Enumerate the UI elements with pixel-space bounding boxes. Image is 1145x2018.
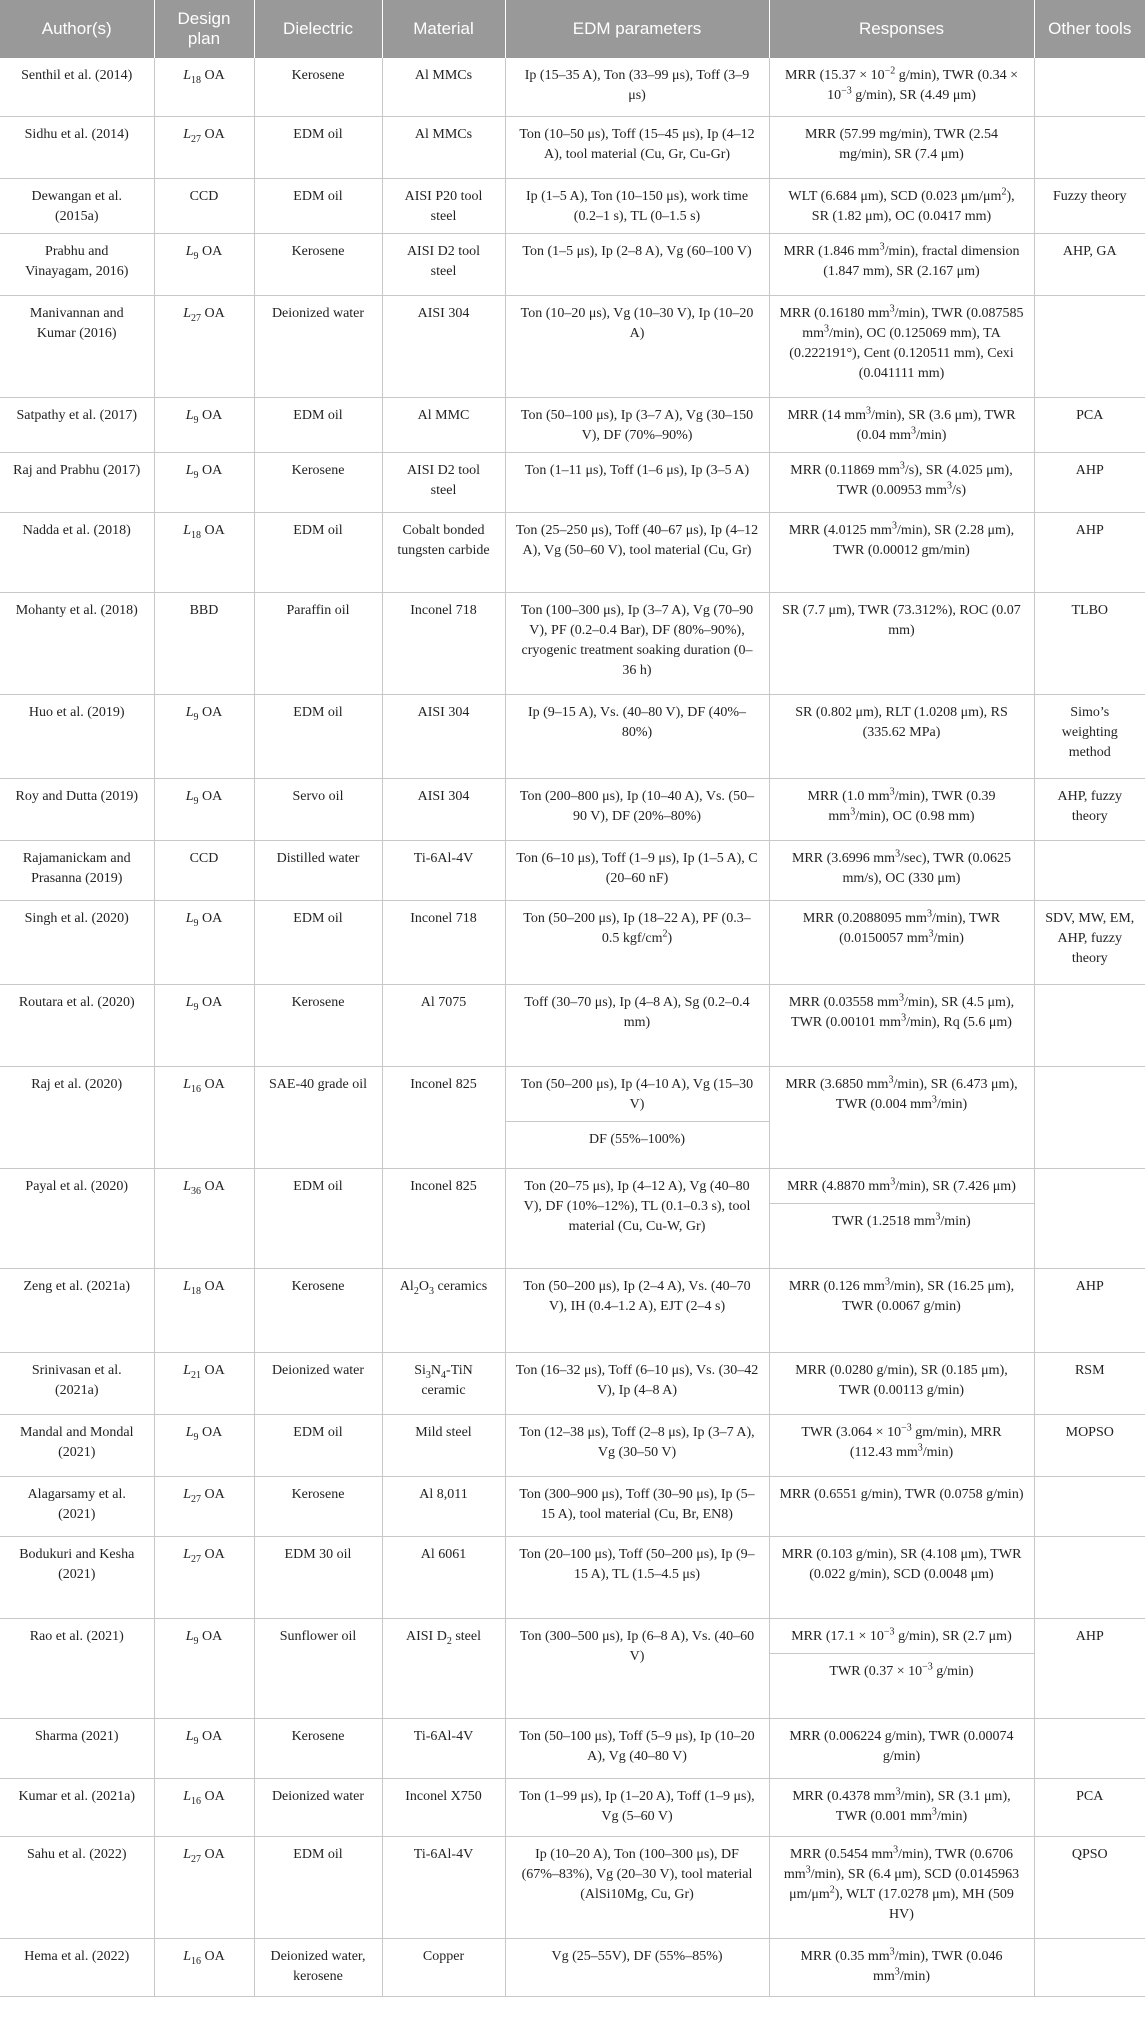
dielectric-cell: EDM oil — [254, 512, 382, 592]
material-cell: Inconel 825 — [382, 1168, 505, 1268]
dielectric-cell: EDM oil — [254, 900, 382, 984]
responses-cell: MRR (0.16180 $mm^3/\min$), TWR (0.087585 $mm^3/\min$), OC (0.125069 mm), TA (0.222191°), Cent (0.120511 mm), Cexi (0.041111 mm) — [769, 295, 1034, 397]
design-plan-cell: $L_9$ OA — [154, 984, 254, 1066]
design-plan-cell: $L_9$ OA — [154, 1414, 254, 1476]
responses-cell: MRR (0.103 g/min), SR (4.108 μm), TWR (0.022 g/min), SCD (0.0048 μm) — [769, 1536, 1034, 1618]
design-plan-cell: $L_{16}$ OA — [154, 1778, 254, 1836]
dielectric-cell: Distilled water — [254, 840, 382, 900]
author-cell: Bodukuri and Kesha (2021) — [0, 1536, 154, 1618]
material-cell: Inconel 718 — [382, 900, 505, 984]
table-row — [0, 1618, 1145, 1718]
table-row — [0, 178, 1145, 233]
other-tools-cell — [1034, 1938, 1145, 1996]
material-cell: Ti-6Al-4V — [382, 1836, 505, 1938]
edm-parameters-cell: Ton (200–800 μs), Ip (10–40 A), Vs. (50–90 V), DF (20%–80%) — [505, 778, 769, 840]
dielectric-cell: Kerosene — [254, 1718, 382, 1778]
responses-cell: MRR (0.11869 $mm^3/s$), SR (4.025 μm), TWR (0.00953 $mm^3/s$) — [769, 452, 1034, 512]
edm-parameters-cell: Ton (20–75 μs), Ip (4–12 A), Vg (40–80 V), DF (10%–12%), TL (0.1–0.3 s), tool material (Cu, Cu-W, Gr) — [505, 1168, 769, 1268]
other-tools-cell — [1034, 1718, 1145, 1778]
dielectric-cell: Kerosene — [254, 1268, 382, 1352]
edm-parameters-cell: Ton (50–100 μs), Toff (5–9 μs), Ip (10–20 A), Vg (40–80 V) — [505, 1718, 769, 1778]
author-cell: Mandal and Mondal (2021) — [0, 1414, 154, 1476]
header-author: Author(s) — [0, 0, 154, 58]
responses-cell: MRR (0.126 $mm^3/\min$), SR (16.25 μm), TWR (0.0067 g/min) — [769, 1268, 1034, 1352]
design-plan-cell: $L_9$ OA — [154, 233, 254, 295]
edm-parameters-cell-part: DF (55%–100%) — [506, 1121, 769, 1156]
edm-parameters-cell: Ton (10–20 μs), Vg (10–30 V), Ip (10–20 A) — [505, 295, 769, 397]
responses-cell: MRR (0.006224 g/min), TWR (0.00074 g/min) — [769, 1718, 1034, 1778]
design-plan-cell: $L_{27}$ OA — [154, 1536, 254, 1618]
other-tools-cell: RSM — [1034, 1352, 1145, 1414]
edm-parameters-cell: Toff (30–70 μs), Ip (4–8 A), Sg (0.2–0.4 mm) — [505, 984, 769, 1066]
edm-parameters-cell: Ton (300–500 μs), Ip (6–8 A), Vs. (40–60 V) — [505, 1618, 769, 1718]
header-responses: Responses — [769, 0, 1034, 58]
dielectric-cell: EDM oil — [254, 178, 382, 233]
other-tools-cell: AHP, GA — [1034, 233, 1145, 295]
edm-parameters-cell: Ip (1–5 A), Ton (10–150 μs), work time (0.2–1 s), TL (0–1.5 s) — [505, 178, 769, 233]
design-plan-cell: $L_{21}$ OA — [154, 1352, 254, 1414]
material-cell: AISI $D_2$ steel — [382, 1618, 505, 1718]
edm-parameters-cell: Ton (1–5 μs), Ip (2–8 A), Vg (60–100 V) — [505, 233, 769, 295]
dielectric-cell: Kerosene — [254, 233, 382, 295]
other-tools-cell: PCA — [1034, 1778, 1145, 1836]
material-cell: AISI 304 — [382, 694, 505, 778]
author-cell: Sahu et al. (2022) — [0, 1836, 154, 1938]
author-cell: Sharma (2021) — [0, 1718, 154, 1778]
other-tools-cell: MOPSO — [1034, 1414, 1145, 1476]
material-cell: Al MMCs — [382, 116, 505, 178]
dielectric-cell: EDM oil — [254, 1836, 382, 1938]
responses-cell-part: TWR ($0.37 \times 10^{-3}$ g/min) — [770, 1653, 1034, 1688]
table-row — [0, 1268, 1145, 1352]
design-plan-cell: $L_{16}$ OA — [154, 1938, 254, 1996]
design-plan-cell: $L_9$ OA — [154, 1718, 254, 1778]
responses-cell: MRR (4.0125 $mm^3/\min$), SR (2.28 μm), TWR (0.00012 gm/min) — [769, 512, 1034, 592]
dielectric-cell: Paraffin oil — [254, 592, 382, 694]
author-cell: Roy and Dutta (2019) — [0, 778, 154, 840]
table-row — [0, 694, 1145, 778]
material-cell: AISI 304 — [382, 778, 505, 840]
material-cell: Al MMCs — [382, 58, 505, 116]
dielectric-cell: Kerosene — [254, 452, 382, 512]
responses-cell: MRR (0.0280 g/min), SR (0.185 μm), TWR (0.00113 g/min) — [769, 1352, 1034, 1414]
table-row — [0, 1938, 1145, 1996]
responses-cell: MRR (0.2088095 $mm^3/\min$), TWR (0.0150057 $mm^3/\min$) — [769, 900, 1034, 984]
edm-parameters-cell-part: Ton (50–200 μs), Ip (4–10 A), Vg (15–30 V) — [520, 1076, 754, 1112]
material-cell: AISI D2 tool steel — [382, 452, 505, 512]
other-tools-cell: AHP — [1034, 512, 1145, 592]
responses-cell: MRR ($15.37 \times 10^{-2}$ g/min), TWR ($0.34 \times 10^{-3}$ g/min), SR (4.49 μm) — [769, 58, 1034, 116]
other-tools-cell: Fuzzy theory — [1034, 178, 1145, 233]
edm-parameters-cell: Ip (15–35 A), Ton (33–99 μs), Toff (3–9 μs) — [505, 58, 769, 116]
table-row — [0, 900, 1145, 984]
edm-parameters-cell: Ton (12–38 μs), Toff (2–8 μs), Ip (3–7 A), Vg (30–50 V) — [505, 1414, 769, 1476]
material-cell: $Si_3N_4$-TiN ceramic — [382, 1352, 505, 1414]
edm-parameters-cell: Ton (50–200 μs), Ip (2–4 A), Vs. (40–70 V), IH (0.4–1.2 A), EJT (2–4 s) — [505, 1268, 769, 1352]
other-tools-cell — [1034, 1066, 1145, 1168]
author-cell: Srinivasan et al. (2021a) — [0, 1352, 154, 1414]
other-tools-cell: QPSO — [1034, 1836, 1145, 1938]
responses-cell: MRR (0.4378 $mm^3/\min$), SR (3.1 μm), TWR (0.001 $mm^3/\min$) — [769, 1778, 1034, 1836]
edm-parameters-cell: Vg (25–55V), DF (55%–85%) — [505, 1938, 769, 1996]
author-cell: Zeng et al. (2021a) — [0, 1268, 154, 1352]
material-cell: Inconel 825 — [382, 1066, 505, 1168]
table-row — [0, 1168, 1145, 1268]
table-row — [0, 1778, 1145, 1836]
edm-parameters-cell: Ip (10–20 A), Ton (100–300 μs), DF (67%–83%), Vg (20–30 V), tool material (AlSi10Mg, Cu, Gr) — [505, 1836, 769, 1938]
author-cell: Alagarsamy et al. (2021) — [0, 1476, 154, 1536]
material-cell: $Al_2O_3$ ceramics — [382, 1268, 505, 1352]
design-plan-cell: $L_{16}$ OA — [154, 1066, 254, 1168]
header-edm-parameters: EDM parameters — [505, 0, 769, 58]
responses-cell: MRR (3.6850 $mm^3/\min$), SR (6.473 μm), TWR (0.004 $mm^3/\min$) — [769, 1066, 1034, 1168]
responses-cell — [769, 1168, 1034, 1268]
material-cell: Ti-6Al-4V — [382, 1718, 505, 1778]
material-cell: Al MMC — [382, 397, 505, 452]
dielectric-cell: Deionized water — [254, 1778, 382, 1836]
responses-cell: MRR (0.03558 $mm^3/\min$), SR (4.5 μm), TWR (0.00101 $mm^3/\min$), Rq (5.6 μm) — [769, 984, 1034, 1066]
author-cell: Prabhu and Vinayagam, 2016) — [0, 233, 154, 295]
author-cell: Dewangan et al. (2015a) — [0, 178, 154, 233]
responses-cell: MRR (0.35 $mm^3/\min$), TWR (0.046 $mm^3/\min$) — [769, 1938, 1034, 1996]
table-row — [0, 1414, 1145, 1476]
material-cell: Mild steel — [382, 1414, 505, 1476]
author-cell: Raj et al. (2020) — [0, 1066, 154, 1168]
header-material: Material — [382, 0, 505, 58]
edm-parameters-cell: Ton (10–50 μs), Toff (15–45 μs), Ip (4–12 A), tool material (Cu, Gr, Cu-Gr) — [505, 116, 769, 178]
design-plan-cell: $L_9$ OA — [154, 900, 254, 984]
responses-cell: SR (0.802 μm), RLT (1.0208 μm), RS (335.62 MPa) — [769, 694, 1034, 778]
author-cell: Routara et al. (2020) — [0, 984, 154, 1066]
other-tools-cell — [1034, 295, 1145, 397]
author-cell: Sidhu et al. (2014) — [0, 116, 154, 178]
edm-parameters-cell: Ton (50–100 μs), Ip (3–7 A), Vg (30–150 V), DF (70%–90%) — [505, 397, 769, 452]
design-plan-cell: BBD — [154, 592, 254, 694]
author-cell: Kumar et al. (2021a) — [0, 1778, 154, 1836]
table-row — [0, 452, 1145, 512]
table-body — [0, 58, 1145, 1996]
header-dielectric: Dielectric — [254, 0, 382, 58]
design-plan-cell: $L_{18}$ OA — [154, 1268, 254, 1352]
table-row — [0, 984, 1145, 1066]
edm-parameters-cell: Ip (9–15 A), Vs. (40–80 V), DF (40%–80%) — [505, 694, 769, 778]
table-row — [0, 58, 1145, 116]
design-plan-cell: $L_{27}$ OA — [154, 295, 254, 397]
author-cell: Rajamanickam and Prasanna (2019) — [0, 840, 154, 900]
author-cell: Raj and Prabhu (2017) — [0, 452, 154, 512]
author-cell: Manivannan and Kumar (2016) — [0, 295, 154, 397]
material-cell: AISI D2 tool steel — [382, 233, 505, 295]
design-plan-cell: $L_{27}$ OA — [154, 1476, 254, 1536]
dielectric-cell: Deionized water — [254, 1352, 382, 1414]
design-plan-cell: $L_9$ OA — [154, 397, 254, 452]
table-row — [0, 778, 1145, 840]
table-row — [0, 592, 1145, 694]
other-tools-cell — [1034, 58, 1145, 116]
dielectric-cell: Deionized water, kerosene — [254, 1938, 382, 1996]
other-tools-cell — [1034, 840, 1145, 900]
design-plan-cell: $L_{27}$ OA — [154, 116, 254, 178]
edm-parameters-cell: Ton (300–900 μs), Toff (30–90 μs), Ip (5–15 A), tool material (Cu, Br, EN8) — [505, 1476, 769, 1536]
material-cell: Copper — [382, 1938, 505, 1996]
other-tools-cell: AHP — [1034, 1268, 1145, 1352]
author-cell: Mohanty et al. (2018) — [0, 592, 154, 694]
table-row — [0, 1836, 1145, 1938]
header-design-plan: Design plan — [154, 0, 254, 58]
author-cell: Payal et al. (2020) — [0, 1168, 154, 1268]
dielectric-cell: SAE-40 grade oil — [254, 1066, 382, 1168]
material-cell: Inconel 718 — [382, 592, 505, 694]
material-cell: Al 7075 — [382, 984, 505, 1066]
dielectric-cell: Sunflower oil — [254, 1618, 382, 1718]
other-tools-cell — [1034, 984, 1145, 1066]
author-cell: Hema et al. (2022) — [0, 1938, 154, 1996]
responses-cell: MRR (0.6551 g/min), TWR (0.0758 g/min) — [769, 1476, 1034, 1536]
dielectric-cell: EDM oil — [254, 397, 382, 452]
table-row — [0, 1718, 1145, 1778]
edm-parameters-cell: Ton (25–250 μs), Toff (40–67 μs), Ip (4–12 A), Vg (50–60 V), tool material (Cu, Gr) — [505, 512, 769, 592]
material-cell: Cobalt bonded tungsten carbide — [382, 512, 505, 592]
design-plan-cell: $L_{27}$ OA — [154, 1836, 254, 1938]
material-cell: Ti-6Al-4V — [382, 840, 505, 900]
design-plan-cell: $L_{36}$ OA — [154, 1168, 254, 1268]
responses-cell-part: TWR (1.2518 $mm^3/\min$) — [770, 1203, 1034, 1238]
material-cell: AISI P20 tool steel — [382, 178, 505, 233]
author-cell: Singh et al. (2020) — [0, 900, 154, 984]
other-tools-cell: Simo’s weighting method — [1034, 694, 1145, 778]
responses-cell — [769, 1618, 1034, 1718]
responses-cell: MRR (1.0 $mm^3/\min$), TWR (0.39 $mm^3/\min$), OC (0.98 mm) — [769, 778, 1034, 840]
dielectric-cell: EDM oil — [254, 1168, 382, 1268]
material-cell: Al 6061 — [382, 1536, 505, 1618]
dielectric-cell: Kerosene — [254, 984, 382, 1066]
table-row — [0, 1536, 1145, 1618]
dielectric-cell: Deionized water — [254, 295, 382, 397]
material-cell: AISI 304 — [382, 295, 505, 397]
table-row — [0, 233, 1145, 295]
design-plan-cell: $L_9$ OA — [154, 1618, 254, 1718]
other-tools-cell: SDV, MW, EM, AHP, fuzzy theory — [1034, 900, 1145, 984]
design-plan-cell: $L_{18}$ OA — [154, 58, 254, 116]
edm-parameters-cell: Ton (1–99 μs), Ip (1–20 A), Toff (1–9 μs), Vg (5–60 V) — [505, 1778, 769, 1836]
author-cell: Satpathy et al. (2017) — [0, 397, 154, 452]
table-row — [0, 840, 1145, 900]
header-other-tools: Other tools — [1034, 0, 1145, 58]
author-cell: Huo et al. (2019) — [0, 694, 154, 778]
edm-parameters-cell: Ton (16–32 μs), Toff (6–10 μs), Vs. (30–42 V), Ip (4–8 A) — [505, 1352, 769, 1414]
edm-parameters-cell: Ton (1–11 μs), Toff (1–6 μs), Ip (3–5 A) — [505, 452, 769, 512]
responses-cell: MRR (1.846 $mm^3/\min$), fractal dimension (1.847 mm), SR (2.167 μm) — [769, 233, 1034, 295]
other-tools-cell: AHP — [1034, 452, 1145, 512]
table-row — [0, 397, 1145, 452]
responses-cell: SR (7.7 μm), TWR (73.312%), ROC (0.07 mm) — [769, 592, 1034, 694]
table-row — [0, 1352, 1145, 1414]
dielectric-cell: EDM oil — [254, 1414, 382, 1476]
responses-cell: MRR (57.99 mg/min), TWR (2.54 mg/min), SR (7.4 μm) — [769, 116, 1034, 178]
material-cell: Al 8,011 — [382, 1476, 505, 1536]
edm-parameters-cell — [505, 1066, 769, 1168]
other-tools-cell: PCA — [1034, 397, 1145, 452]
header-row — [0, 0, 1145, 58]
edm-parameters-cell: Ton (6–10 μs), Toff (1–9 μs), Ip (1–5 A), C (20–60 nF) — [505, 840, 769, 900]
other-tools-cell — [1034, 1536, 1145, 1618]
dielectric-cell: Kerosene — [254, 58, 382, 116]
design-plan-cell: $L_9$ OA — [154, 778, 254, 840]
table-row — [0, 1066, 1145, 1168]
responses-cell: WLT (6.684 μm), SCD (0.023 $\mu m/\mu m^2$), SR (1.82 μm), OC (0.0417 mm) — [769, 178, 1034, 233]
author-cell: Nadda et al. (2018) — [0, 512, 154, 592]
table-row — [0, 512, 1145, 592]
responses-cell-part: MRR (4.8870 $mm^3/\min$), SR (7.426 μm) — [787, 1175, 1016, 1194]
responses-cell: MRR (3.6996 $mm^3/\sec$), TWR (0.0625 mm/s), OC (330 μm) — [769, 840, 1034, 900]
edm-parameters-cell: Ton (50–200 μs), Ip (18–22 A), PF (0.3–0.5 kgf/$cm^2$) — [505, 900, 769, 984]
other-tools-cell — [1034, 1476, 1145, 1536]
author-cell: Rao et al. (2021) — [0, 1618, 154, 1718]
other-tools-cell: AHP, fuzzy theory — [1034, 778, 1145, 840]
dielectric-cell: EDM oil — [254, 694, 382, 778]
dielectric-cell: Servo oil — [254, 778, 382, 840]
author-cell: Senthil et al. (2014) — [0, 58, 154, 116]
table-row — [0, 116, 1145, 178]
responses-cell: TWR ($3.064 \times 10^{-3}$ gm/min), MRR (112.43 $mm^3/\min$) — [769, 1414, 1034, 1476]
design-plan-cell: $L_{18}$ OA — [154, 512, 254, 592]
table-row — [0, 295, 1145, 397]
design-plan-cell: $L_9$ OA — [154, 452, 254, 512]
material-cell: Inconel X750 — [382, 1778, 505, 1836]
table-row — [0, 1476, 1145, 1536]
responses-cell: MRR (0.5454 $mm^3/\min$), TWR (0.6706 $mm^3/\min$), SR (6.4 μm), SCD (0.0145963 $\mu m/\mu m^2$), WLT (17.0278 μm), MH (509 HV) — [769, 1836, 1034, 1938]
other-tools-cell — [1034, 116, 1145, 178]
dielectric-cell: EDM oil — [254, 116, 382, 178]
dielectric-cell: Kerosene — [254, 1476, 382, 1536]
responses-cell-part: MRR ($17.1 \times 10^{-3}$ g/min), SR (2.7 μm) — [791, 1625, 1012, 1644]
other-tools-cell — [1034, 1168, 1145, 1268]
edm-parameters-cell: Ton (20–100 μs), Toff (50–200 μs), Ip (9–15 A), TL (1.5–4.5 μs) — [505, 1536, 769, 1618]
edm-parameters-cell: Ton (100–300 μs), Ip (3–7 A), Vg (70–90 V), PF (0.2–0.4 Bar), DF (80%–90%), cryogenic treatment soaking duration (0–36 h) — [505, 592, 769, 694]
design-plan-cell: $L_9$ OA — [154, 694, 254, 778]
other-tools-cell: TLBO — [1034, 592, 1145, 694]
design-plan-cell: CCD — [154, 840, 254, 900]
responses-cell: MRR (14 $mm^3/\min$), SR (3.6 μm), TWR (0.04 $mm^3/\min$) — [769, 397, 1034, 452]
dielectric-cell: EDM 30 oil — [254, 1536, 382, 1618]
other-tools-cell: AHP — [1034, 1618, 1145, 1718]
design-plan-cell: CCD — [154, 178, 254, 233]
